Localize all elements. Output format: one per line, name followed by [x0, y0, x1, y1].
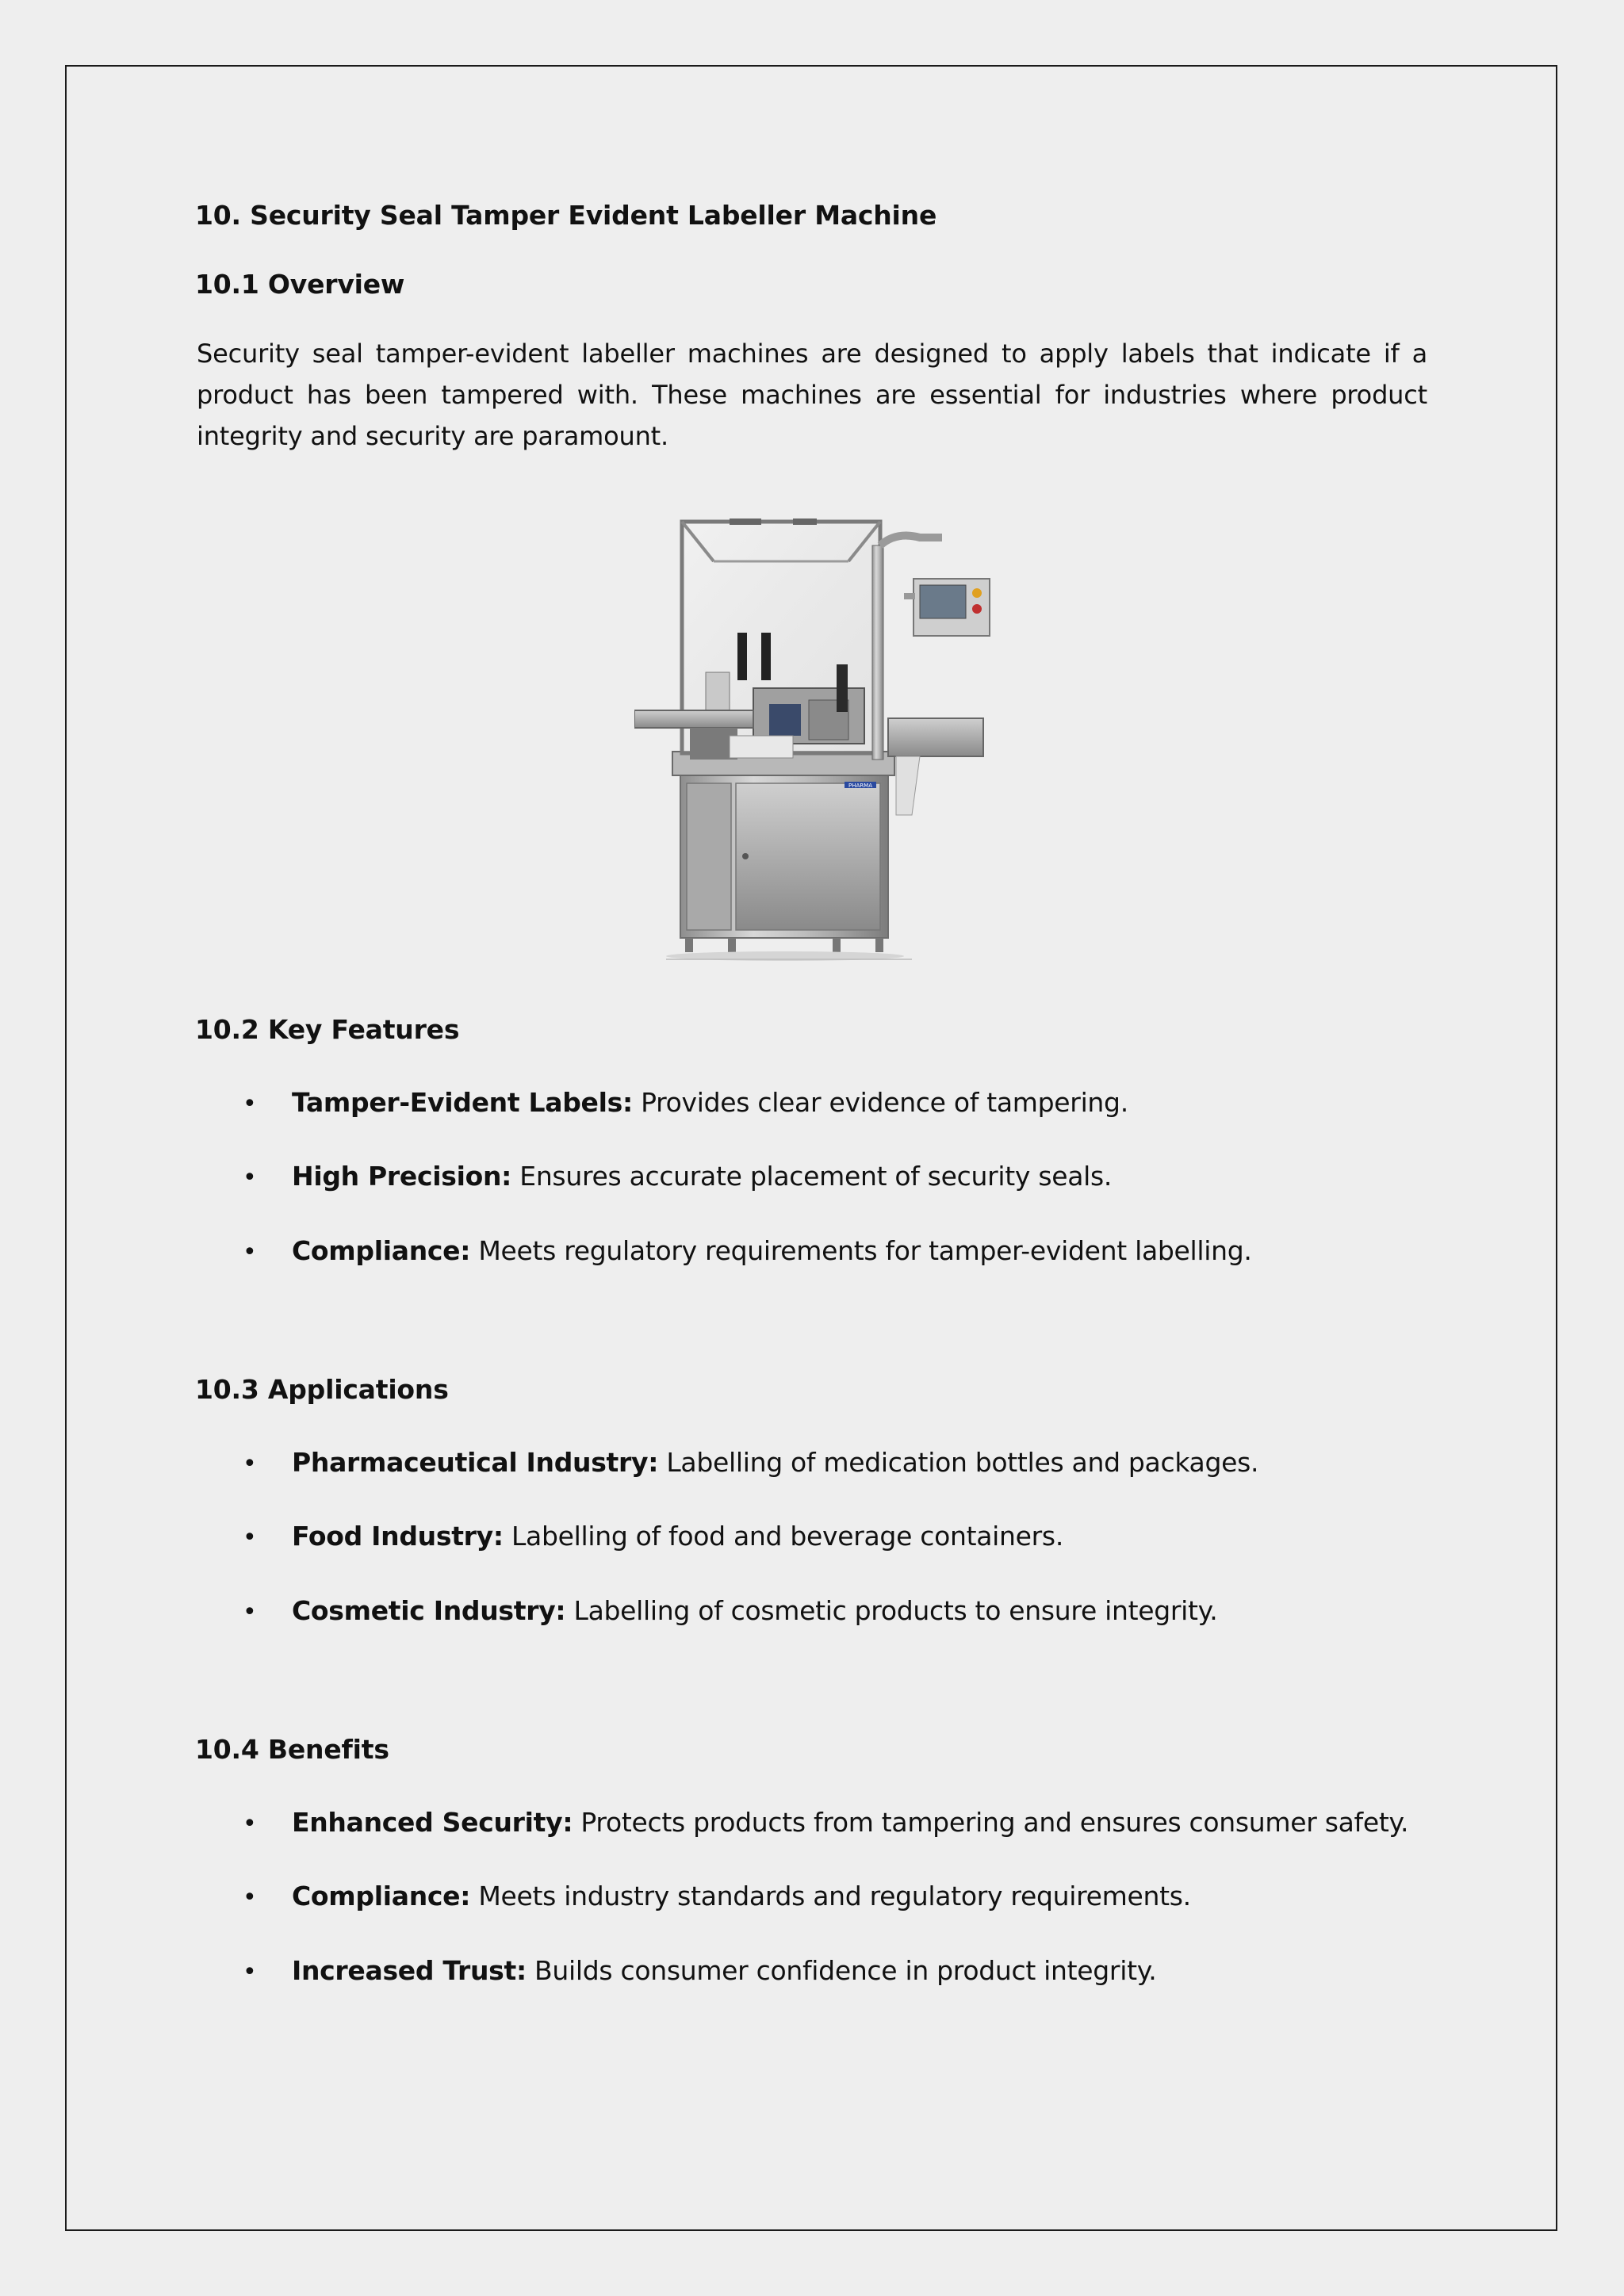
application-term: Pharmaceutical Industry:	[292, 1447, 659, 1478]
bullet-marker: •	[243, 1238, 257, 1266]
list-item	[243, 1521, 1063, 1554]
feature-term: Tamper-Evident Labels:	[292, 1087, 633, 1118]
bullet-marker: •	[243, 1164, 257, 1192]
bullet-marker: •	[243, 1090, 257, 1118]
applications-heading: 10.3 Applications	[195, 1374, 449, 1405]
list-item	[243, 1447, 1258, 1480]
application-term: Cosmetic Industry:	[292, 1595, 566, 1626]
bullet-marker: •	[243, 1450, 257, 1478]
list-item	[243, 1881, 1191, 1914]
bullet-marker: •	[243, 1958, 257, 1986]
feature-description: Provides clear evidence of tampering.	[632, 1087, 1128, 1118]
brand-label: PHARMA	[848, 783, 872, 789]
benefits-heading: 10.4 Benefits	[195, 1734, 389, 1765]
features-heading: 10.2 Key Features	[195, 1014, 460, 1045]
list-item	[243, 1955, 1156, 1988]
benefit-term: Enhanced Security:	[292, 1807, 573, 1838]
feature-term: High Precision:	[292, 1161, 512, 1192]
bullet-marker: •	[243, 1810, 257, 1838]
feature-term: Compliance:	[292, 1235, 471, 1266]
benefit-description: Meets industry standards and regulatory requirements.	[470, 1881, 1191, 1911]
application-description: Labelling of food and beverage containers.	[503, 1521, 1064, 1552]
application-description: Labelling of cosmetic products to ensure integrity.	[565, 1595, 1218, 1626]
benefit-description: Builds consumer confidence in product integrity.	[526, 1955, 1157, 1986]
overview-paragraph: Security seal tamper-evident labeller machines are designed to apply labels that indicate if a product has been tampered with. These machines are essential for industries where product integrity and security are paramount.	[197, 339, 1427, 451]
overview-heading: 10.1 Overview	[195, 269, 405, 300]
benefit-term: Compliance:	[292, 1881, 471, 1911]
bullet-marker: •	[243, 1598, 257, 1626]
benefit-term: Increased Trust:	[292, 1955, 527, 1986]
application-term: Food Industry:	[292, 1521, 504, 1552]
feature-description: Ensures accurate placement of security seals.	[511, 1161, 1113, 1192]
application-description: Labelling of medication bottles and packages.	[658, 1447, 1259, 1478]
feature-description: Meets regulatory requirements for tamper-evident labelling.	[470, 1235, 1252, 1266]
bullet-marker: •	[243, 1524, 257, 1552]
list-item	[243, 1087, 1128, 1120]
list-item	[243, 1161, 1112, 1194]
list-item	[243, 1595, 1217, 1628]
list-item	[243, 1235, 1252, 1269]
machine-image	[634, 514, 1015, 966]
list-item	[243, 1807, 1408, 1840]
benefit-description: Protects products from tampering and ensures consumer safety.	[573, 1807, 1409, 1838]
section-title: 10. Security Seal Tamper Evident Labeller Machine	[195, 200, 937, 231]
bullet-marker: •	[243, 1884, 257, 1911]
